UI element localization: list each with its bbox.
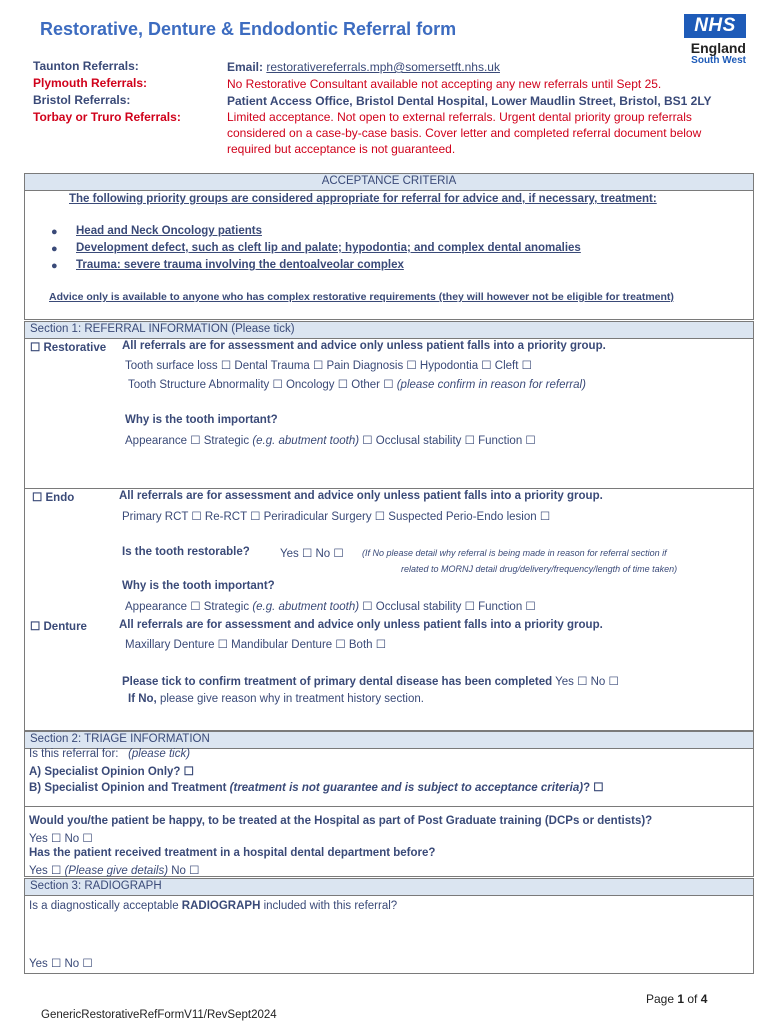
restorative-question: Why is the tooth important? — [125, 414, 278, 426]
triage-q-note: (please tick) — [128, 748, 191, 760]
taunton-label: Taunton Referrals: — [33, 59, 139, 73]
torbay-value: Limited acceptance. Not open to external referrals. Urgent dental priority group referrals considered on a case-by-case basis. Cover letter and completed referral document below required but acceptance is not guaranteed. — [227, 110, 702, 156]
restorative-options-row1[interactable]: Tooth surface loss ☐ Dental Trauma ☐ Pain Diagnosis ☐ Hypodontia ☐ Cleft ☐ — [125, 360, 532, 372]
hospital-question: Has the patient received treatment in a hospital dental department before? — [29, 847, 436, 859]
importance-note: (e.g. abutment tooth) — [252, 601, 360, 613]
importance-a[interactable]: Appearance ☐ Strategic — [125, 435, 253, 447]
triage-option-b[interactable] — [29, 780, 604, 794]
page-mid: of — [684, 992, 701, 1006]
endo-note: All referrals are for assessment and advice only unless patient falls into a priority group. — [119, 490, 603, 502]
ifno-text: please give reason why in treatment history section. — [156, 693, 424, 705]
hospital-note: (Please give details) — [64, 865, 169, 877]
torbay-label: Torbay or Truro Referrals: — [33, 110, 181, 124]
restorative-note: All referrals are for assessment and advice only unless patient falls into a priority group. — [122, 340, 606, 352]
denture-ifno-row — [128, 693, 424, 705]
endo-importance-row[interactable] — [125, 599, 536, 613]
triage-option-a[interactable]: A) Specialist Opinion Only? ☐ — [29, 766, 194, 778]
denture-checkbox[interactable]: ☐ Denture — [30, 621, 87, 633]
nhs-badge: NHS — [684, 14, 746, 38]
ifno-label: If No, — [128, 693, 157, 705]
form-title: Restorative, Denture & Endodontic Referral form — [40, 19, 457, 39]
endo-restorable-note2: related to MORNJ detail drug/delivery/frequency/length of time taken) — [401, 564, 678, 574]
divider — [24, 488, 754, 489]
denture-confirm-text: Please tick to confirm treatment of primary dental disease has been completed — [122, 676, 553, 688]
restorative-row2-text[interactable]: Tooth Structure Abnormality ☐ Oncology ☐ Other ☐ — [128, 379, 394, 391]
page-number — [646, 992, 707, 1006]
denture-options-row1[interactable]: Maxillary Denture ☐ Mandibular Denture ☐ Both ☐ — [125, 639, 387, 651]
endo-options-row1[interactable]: Primary RCT ☐ Re-RCT ☐ Periradicular Surgery ☐ Suspected Perio-Endo lesion ☐ — [122, 511, 551, 523]
hospital-options[interactable] — [29, 863, 199, 877]
priority-group: Head and Neck Oncology patients — [76, 225, 262, 237]
restorative-checkbox[interactable]: ☐ Restorative — [30, 342, 107, 354]
bullet-icon: ● — [51, 243, 58, 255]
radiograph-options[interactable]: Yes ☐ No ☐ — [29, 958, 93, 970]
nhs-org: England — [690, 40, 746, 56]
email-prefix: Email: — [227, 60, 267, 74]
restorative-options-row2[interactable] — [128, 377, 586, 391]
importance-c[interactable]: ☐ Occlusal stability ☐ Function ☐ — [359, 435, 536, 447]
priority-group: Development defect, such as cleft lip and palate; hypodontia; and complex dental anomalies — [76, 242, 581, 254]
acceptance-intro: The following priority groups are considered appropriate for referral for advice and, if necessary, treatment: — [69, 193, 657, 205]
denture-note: All referrals are for assessment and advice only unless patient falls into a priority group. — [119, 619, 603, 631]
denture-confirm-options[interactable]: Yes ☐ No ☐ — [552, 676, 619, 688]
triage-q-text: Is this referral for: — [29, 748, 119, 760]
page-pre: Page — [646, 992, 678, 1006]
nhs-region: South West — [691, 55, 746, 66]
option-b-note: (treatment is not guarantee and is subject to acceptance criteria) — [229, 782, 584, 794]
plymouth-value: No Restorative Consultant available not accepting any new referrals until Sept 25. — [227, 77, 662, 91]
page-total: 4 — [700, 992, 708, 1006]
endo-restorable-options[interactable]: Yes ☐ No ☐ — [280, 548, 344, 560]
postgrad-options[interactable]: Yes ☐ No ☐ — [29, 833, 93, 845]
taunton-email-link[interactable]: restorativereferrals.mph@somersetft.nhs.uk — [266, 60, 500, 74]
acceptance-header: ACCEPTANCE CRITERIA — [25, 174, 753, 191]
hospital-no[interactable]: No ☐ — [168, 865, 200, 877]
option-b-text[interactable]: B) Specialist Opinion and Treatment — [29, 782, 230, 794]
radiograph-q-post: included with this referral? — [260, 900, 398, 912]
radiograph-q-pre: Is a diagnostically acceptable — [29, 900, 182, 912]
hospital-yes[interactable]: Yes ☐ — [29, 865, 65, 877]
endo-checkbox[interactable]: ☐ Endo — [32, 492, 75, 504]
denture-confirm-row[interactable] — [122, 674, 619, 688]
bullet-icon: ● — [51, 226, 58, 238]
endo-restorable-note1: (If No please detail why referral is being made in reason for referral section if — [362, 548, 667, 558]
importance-a[interactable]: Appearance ☐ Strategic — [125, 601, 253, 613]
section2-header: Section 2: TRIAGE INFORMATION — [25, 732, 753, 749]
section3-header: Section 3: RADIOGRAPH — [25, 879, 753, 896]
importance-c[interactable]: ☐ Occlusal stability ☐ Function ☐ — [359, 601, 536, 613]
priority-group: Trauma: severe trauma involving the dentoalveolar complex — [76, 259, 404, 271]
bullet-icon: ● — [51, 260, 58, 272]
divider — [24, 806, 754, 807]
page-current: 1 — [677, 992, 685, 1006]
importance-note: (e.g. abutment tooth) — [252, 435, 360, 447]
triage-question — [29, 748, 190, 760]
plymouth-label: Plymouth Referrals: — [33, 76, 148, 90]
section1-header: Section 1: REFERRAL INFORMATION (Please tick) — [25, 322, 753, 339]
radiograph-q-bold: RADIOGRAPH — [181, 900, 261, 912]
bristol-value: Patient Access Office, Bristol Dental Hospital, Lower Maudlin Street, Bristol, BS1 2LY — [227, 94, 712, 108]
restorative-importance-row[interactable] — [125, 433, 536, 447]
endo-question-restorable: Is the tooth restorable? — [122, 546, 250, 558]
bristol-label: Bristol Referrals: — [33, 93, 131, 107]
restorative-row2-note: (please confirm in reason for referral) — [396, 379, 586, 391]
radiograph-question — [29, 900, 397, 912]
option-b-checkbox[interactable]: ? ☐ — [583, 782, 604, 794]
section3-box — [24, 878, 754, 974]
postgrad-question: Would you/the patient be happy, to be treated at the Hospital as part of Post Graduate training (DCPs or dentists)? — [29, 815, 653, 827]
taunton-value — [227, 59, 747, 75]
advice-only-note: Advice only is available to anyone who has complex restorative requirements (they will however not be eligible for treatment) — [49, 291, 674, 303]
endo-question-importance: Why is the tooth important? — [122, 580, 275, 592]
form-version: GenericRestorativeRefFormV11/RevSept2024 — [41, 1009, 277, 1021]
